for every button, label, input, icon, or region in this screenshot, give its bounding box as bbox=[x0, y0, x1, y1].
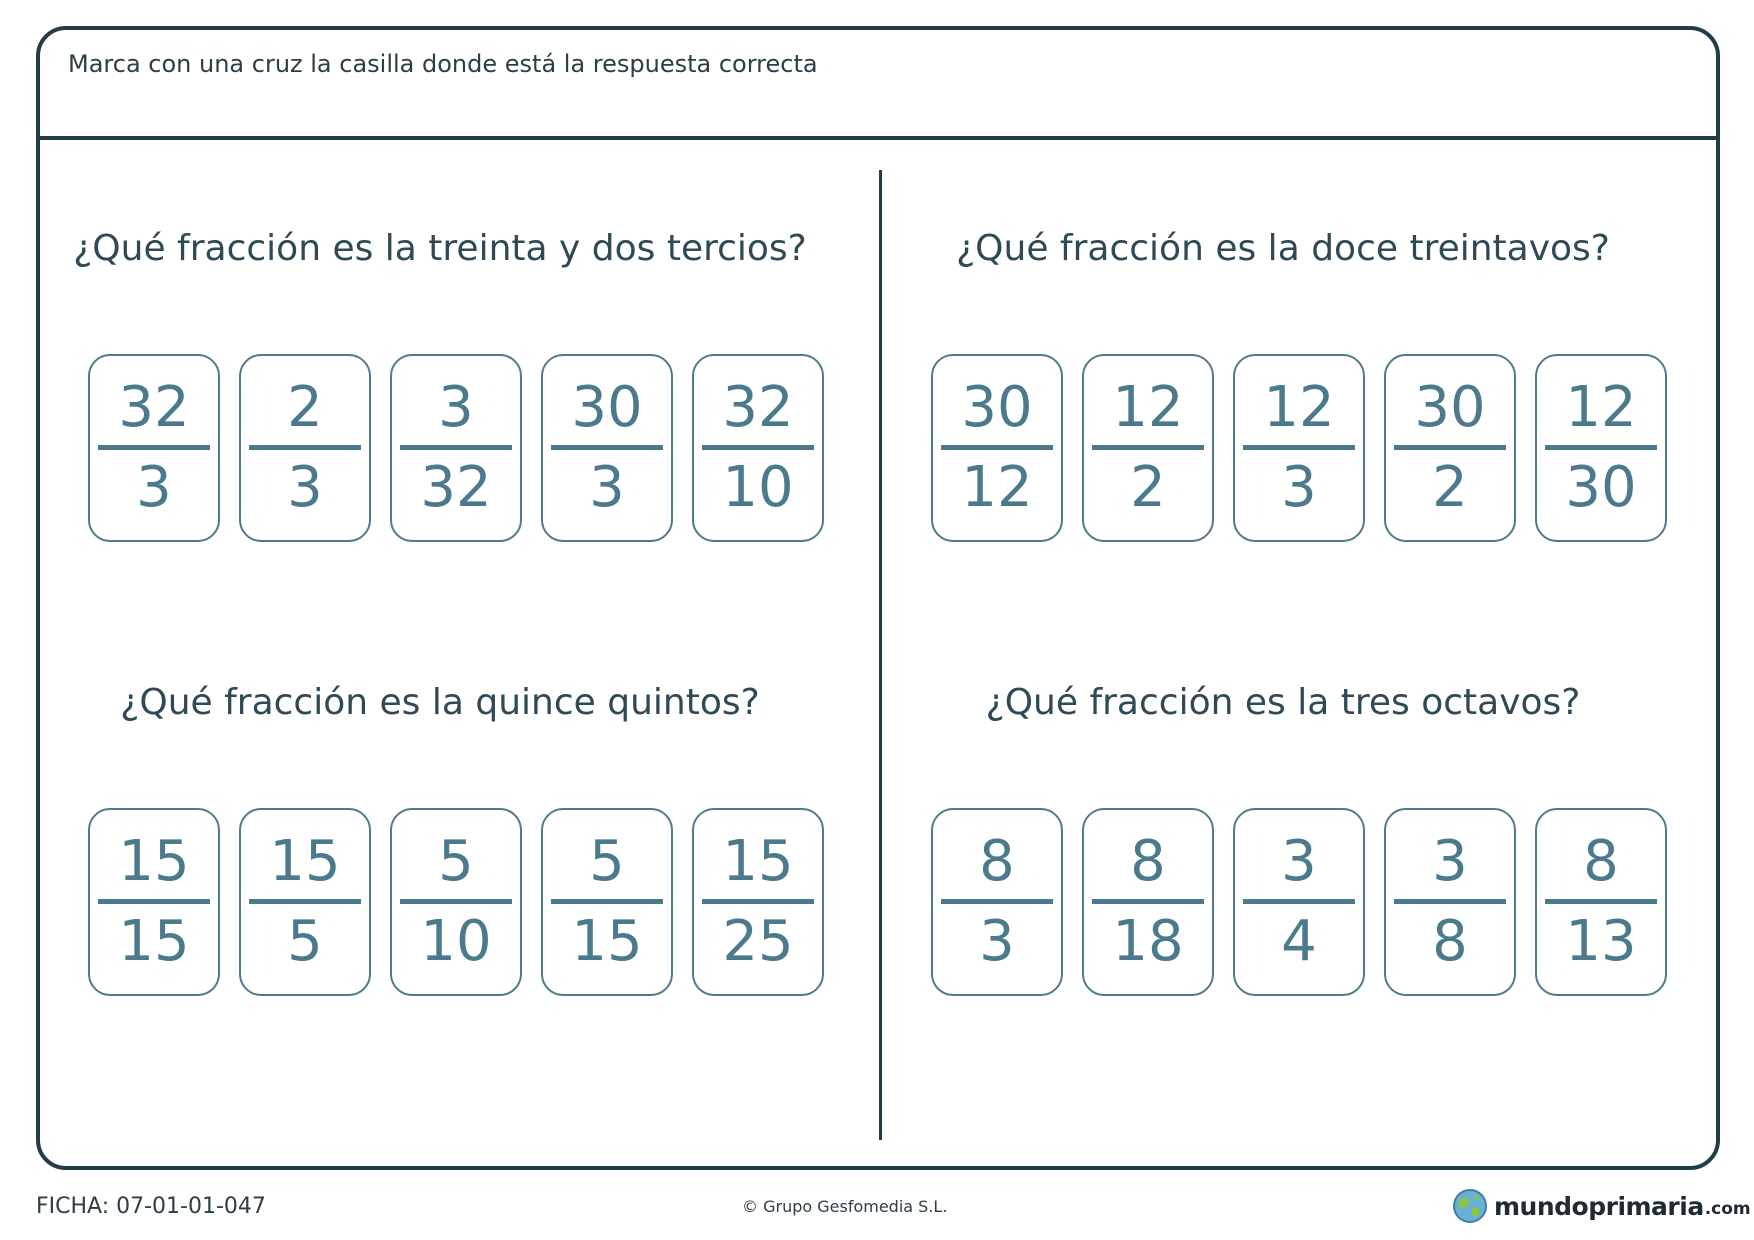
numerator: 32 bbox=[118, 375, 190, 440]
question-4-options bbox=[931, 808, 1691, 1000]
numerator: 12 bbox=[1263, 375, 1335, 440]
fraction-bar bbox=[702, 445, 814, 450]
denominator: 32 bbox=[420, 455, 492, 520]
answer-box[interactable] bbox=[1082, 808, 1214, 996]
numerator: 8 bbox=[1583, 829, 1619, 894]
fraction-bar bbox=[249, 445, 361, 450]
denominator: 30 bbox=[1565, 455, 1637, 520]
denominator: 15 bbox=[571, 909, 643, 974]
fraction-bar bbox=[1092, 899, 1204, 904]
denominator: 10 bbox=[722, 455, 794, 520]
fraction-bar bbox=[1394, 899, 1506, 904]
question-2-text: ¿Qué fracción es la doce treintavos? bbox=[956, 228, 1610, 269]
brand-logo[interactable] bbox=[1452, 1186, 1751, 1226]
denominator: 18 bbox=[1112, 909, 1184, 974]
fraction-bar bbox=[551, 445, 663, 450]
fraction-bar bbox=[1545, 899, 1657, 904]
denominator: 8 bbox=[1432, 909, 1468, 974]
numerator: 8 bbox=[979, 829, 1015, 894]
answer-box[interactable] bbox=[1384, 808, 1516, 996]
answer-box[interactable] bbox=[390, 354, 522, 542]
instruction-band bbox=[40, 30, 1716, 140]
answer-box[interactable] bbox=[1082, 354, 1214, 542]
fraction-bar bbox=[941, 899, 1053, 904]
numerator: 5 bbox=[589, 829, 625, 894]
answer-box[interactable] bbox=[931, 354, 1063, 542]
question-2-options bbox=[931, 354, 1691, 546]
fraction-bar bbox=[400, 445, 512, 450]
denominator: 13 bbox=[1565, 909, 1637, 974]
answer-box[interactable] bbox=[541, 354, 673, 542]
fraction-bar bbox=[551, 899, 663, 904]
answer-box[interactable] bbox=[1535, 808, 1667, 996]
answer-box[interactable] bbox=[1233, 354, 1365, 542]
answer-box[interactable] bbox=[692, 354, 824, 542]
fraction-bar bbox=[1545, 445, 1657, 450]
globe-icon bbox=[1452, 1188, 1488, 1224]
brand-name: mundoprimaria bbox=[1494, 1191, 1704, 1221]
numerator: 12 bbox=[1112, 375, 1184, 440]
denominator: 10 bbox=[420, 909, 492, 974]
numerator: 30 bbox=[961, 375, 1033, 440]
brand-tld: .com bbox=[1704, 1199, 1751, 1219]
question-1-options bbox=[88, 354, 848, 546]
worksheet-frame bbox=[36, 26, 1720, 1170]
fraction-bar bbox=[941, 445, 1053, 450]
denominator: 25 bbox=[722, 909, 794, 974]
copyright-text: © Grupo Gesfomedia S.L. bbox=[742, 1197, 948, 1216]
numerator: 15 bbox=[269, 829, 341, 894]
answer-box[interactable] bbox=[1233, 808, 1365, 996]
numerator: 5 bbox=[438, 829, 474, 894]
denominator: 3 bbox=[287, 455, 323, 520]
denominator: 3 bbox=[589, 455, 625, 520]
numerator: 3 bbox=[1432, 829, 1468, 894]
numerator: 8 bbox=[1130, 829, 1166, 894]
denominator: 3 bbox=[979, 909, 1015, 974]
denominator: 3 bbox=[1281, 455, 1317, 520]
answer-box[interactable] bbox=[88, 354, 220, 542]
answer-box[interactable] bbox=[239, 354, 371, 542]
numerator: 30 bbox=[1414, 375, 1486, 440]
denominator: 15 bbox=[118, 909, 190, 974]
numerator: 3 bbox=[438, 375, 474, 440]
denominator: 3 bbox=[136, 455, 172, 520]
question-4-text: ¿Qué fracción es la tres octavos? bbox=[985, 682, 1581, 723]
answer-box[interactable] bbox=[239, 808, 371, 996]
question-3-text: ¿Qué fracción es la quince quintos? bbox=[120, 682, 760, 723]
instruction-text: Marca con una cruz la casilla donde está la respuesta correcta bbox=[68, 50, 818, 78]
numerator: 12 bbox=[1565, 375, 1637, 440]
answer-box[interactable] bbox=[541, 808, 673, 996]
denominator: 5 bbox=[287, 909, 323, 974]
numerator: 32 bbox=[722, 375, 794, 440]
answer-box[interactable] bbox=[390, 808, 522, 996]
answer-box[interactable] bbox=[1384, 354, 1516, 542]
numerator: 15 bbox=[722, 829, 794, 894]
numerator: 2 bbox=[287, 375, 323, 440]
fraction-bar bbox=[98, 899, 210, 904]
fraction-bar bbox=[702, 899, 814, 904]
worksheet-code: FICHA: 07-01-01-047 bbox=[36, 1194, 266, 1219]
fraction-bar bbox=[1243, 899, 1355, 904]
column-divider bbox=[879, 170, 882, 1140]
fraction-bar bbox=[249, 899, 361, 904]
denominator: 2 bbox=[1432, 455, 1468, 520]
numerator: 15 bbox=[118, 829, 190, 894]
question-1-text: ¿Qué fracción es la treinta y dos tercios? bbox=[73, 228, 807, 269]
fraction-bar bbox=[1092, 445, 1204, 450]
answer-box[interactable] bbox=[1535, 354, 1667, 542]
question-3-options bbox=[88, 808, 848, 1000]
answer-box[interactable] bbox=[692, 808, 824, 996]
fraction-bar bbox=[400, 899, 512, 904]
numerator: 30 bbox=[571, 375, 643, 440]
denominator: 12 bbox=[961, 455, 1033, 520]
numerator: 3 bbox=[1281, 829, 1317, 894]
fraction-bar bbox=[98, 445, 210, 450]
fraction-bar bbox=[1243, 445, 1355, 450]
answer-box[interactable] bbox=[931, 808, 1063, 996]
fraction-bar bbox=[1394, 445, 1506, 450]
denominator: 4 bbox=[1281, 909, 1317, 974]
answer-box[interactable] bbox=[88, 808, 220, 996]
denominator: 2 bbox=[1130, 455, 1166, 520]
